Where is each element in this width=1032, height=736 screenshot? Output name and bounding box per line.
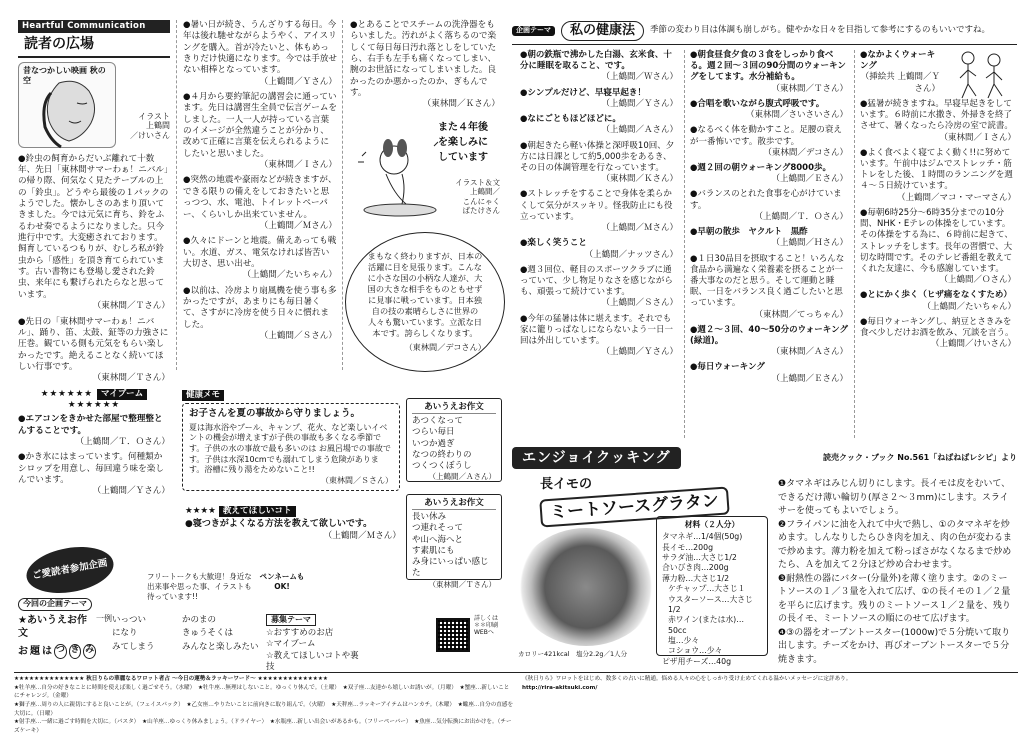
illustration-credit: イラスト 上鶴間 ／けいさん [130,111,170,140]
kikaku-note: フリートークも大歓迎！身近な出来事や思った事、イラストも待っています!! [147,572,252,601]
post: ●突然の地震や豪雨などが続きますが、できる限りの備えをしておきたいと思っつつ、水、電池、トイレットペーパー、くらいしか出来ていません。 （上鶴間／Ｍさん） [183,175,337,231]
health-col-3: ●なかよくウォーキング （挿絵共 上鶴間／Ｙさん） ●猛暑が続きますね。早寝早起きをしています。６時前に水撒き、外掃きを終了させて、暑くなったら冷房の室で読書。 （東林間／Ｉさん） ●よく食べよく寝てよく動く!!に努めています。午前中はジムでストレッチ・筋トレをした後、１時間のランニングを週４～５日続けています。 （上鶴間／マコ・マーマさん） ●毎朝6時25分～6時35分までの10分間、NHK・Eテレの体操をしています。その体操をする為に、６時前に起きて、ストレッチをします。長年の習慣で、大切な時間です。そのテレビ番組を教えてくれた友達に、今も感謝しています。 （上鶴間／Ｏさん） ●とにかく歩く（ヒザ痛をなくすため） （上鶴間／たいちゃん） ●毎日ウォーキングし、納豆とさきみを食べ少しだけお酒を飲み、冗談を言う。 （上鶴間／けいさん） [860,50,1016,350]
health-memo: 健康メモ お子さんを夏の事故から守りましょう。 夏は海水浴やプール、キャンプ、花火、など楽しいイベントの機会が増えますが子供の事故も多くなる季節です。子供の水の事故で最も多いのは お風呂場での事故です。子供は水深10cmでも溺れてしまう危険があります。浴槽に残り湯をためないこと!! （東林間／Ｓさん） [182,390,400,500]
dog-caption: また４年後を楽しみにしています [438,122,488,163]
myboom-post: ●エアコンをきかせた部屋で整理整とんすることです。 （上鶴間／Ｔ．Ｏさん） [18,414,170,447]
health-subtitle: 季節の変わり目は体調も崩しがち。健やかな日々を目指して参考にするのもいいですね。 [650,25,991,36]
section-heading-en: Heartful Communication [18,20,170,33]
qr-code[interactable] [436,618,470,652]
illustration-title: 昔なつかしい映画 秋の空 [23,65,106,86]
aiueo-box-2: あいうえお作文 長い休み つ連れそって や山へ海へと す素肌にも み身にいっぱい感じた （東林間／Ｔさん） [406,494,502,580]
post: ●先日の「東林間サマーわぁ！ニバル」、踊り、笛、太鼓、鉦等の力強さに圧巻。観ている側も元気をもらい楽しかったです。絶えることなく続いてほしい行事です。 （東林間／Ｔさん） [18,316,170,384]
ingredients-box: 材料（２人分） タマネギ…1/4個(50g) 長イモ…200g サラダ油…大さじ1/2 合いびき肉…200g 薄力粉…大さじ1/2 ケチャップ…大さじ１ ウスターソース…大さじ1/2 赤ワイン(または水)…50cc 塩…少々 コショウ…少々 ピザ用チーズ…40g [656,516,768,656]
health-title: 私の健康法 [561,21,644,40]
qr-note: 詳しくは＊＊印刷WEBへ [474,615,499,636]
memo-label: 健康メモ [182,390,224,401]
myboom-header: ★★★★★★ マイブーム ★★★★★★ [18,389,170,412]
gratin-photo [516,528,656,646]
health-col-1: ●朝の鉄瓶で沸かした白湯、玄米食、十分に睡眠を取ること、です。 （上鶴間／Ｗさん） ●シンプルだけど、早寝早起き！ （上鶴間／Ｙさん） ●なにごともほどほどに。 （上鶴間／Ａさん） ●朝起きたら軽い体操と深呼吸10回、夕方には日課として約5,000歩をあるき、その日の体調管理を行なっています。 （東林間／Ｋさん） ●ストレッチをすることで身体を柔らかくして気分がスッキリ。怪我防止にも役立っています。 （上鶴間／Ｍさん） ●楽しく笑うこと （上鶴間／ナッツさん） ●週３回位、軽目のスポーツクラブに通っていて、少し物足りなさを感じながらも、頑張って続けています。 （上鶴間／Ｓさん） ●今年の猛暑は体に堪えます。それでも家に籠りっぱなしにならないよう一日一回は外出しています。 （上鶴間／Ｙさん） [520,50,678,358]
footer-url[interactable]: http://rira-akitsuki.com/ [522,684,598,691]
aiueo-box-1: あいうえお作文 あつくなって つらい毎日 いつか過ぎ なつの終わりの つくつくぼうし （上鶴間／Ａさん） [406,398,502,482]
movie-illustration [18,62,116,148]
kikaku-box: 今回の企画テーマ ★あいうえお作文 お 題 は つ き み 一例 いっつい になり みてしまう かのまの きゅうそくは みんなと楽しみたい 募集テーマ ☆おすすめのお店 ☆マイブーム ☆教えてほしいコトや裏技 [18,599,359,672]
post: ●久々にドーンと地震。備えあっても戦い。水道、ガス、電気なければ皆苦い大切さ、思い出せ。 （上鶴間／たいちゃん） [183,236,337,281]
dog-illustration [352,130,442,220]
oshiete-section: ★★★★ 教えてほしいコト ●寝つきがよくなる方法を教えて欲しいです。 （上鶴間／Ｍさん） [185,506,401,542]
health-col-2: ●朝食昼食夕食の３食をしっかり食べる。週２回～３回の90分間のウォーキングをしてます。水分補給も。 （東林間／Ｔさん） ●合唱を歌いながら腹式呼吸です。 （東林間／さいさいさん） ●なるべく体を動かすこと。足腰の衰えが一番怖いです。散歩です。 （東林間／デコさん） ●週２回の朝ウォーキング8000歩。 （上鶴間／Ｅさん） ●バランスのとれた食事を心がけています。 （上鶴間／Ｔ．Ｏさん） ●早朝の散歩 ヤクルト 黒酢 （上鶴間／Ｈさん） ●１日30品目を摂取すること！いろんな食品から満遍なく栄養素を摂ることが一番大事なのだと思う。そして運動と睡眠、一日をバランス良く過ごしたいと思っています。 （東林間／てっちゃん） ●週２～３回、40～50分のウォーキング(緑道)。 （東林間／Ａさん） ●毎日ウォーキング （上鶴間／Ｅさん） [690,50,848,384]
health-header: 企画テーマ 私の健康法 季節の変わり目は体調も崩しがち。健やかな日々を目指して参考にするのもいいですね。 [512,18,1017,44]
cooking-title: 長イモの ミートソースグラタン [540,476,770,522]
speech-bubble: まもなく終わりますが、日本の活躍に目を見張ります。こんなに小さな国の小柄な人達が、大国の大きな相手をものともせずに見事に戦っています。日本独自の技の素晴らしさに世界の人々も驚いています。立派な日本です。誇らしくなります。 （東林間／デコさん） [345,232,505,372]
post: ●暑い日が続き、うんざりする毎日。今年は後れ馳せながらようやく、アイスリングを購入。首が冷たいと、体もめっきりだけ快適になります。今では手放せない相棒となっています。 （上鶴間／Ｙさん） [183,20,338,87]
cooking-steps: ❶タマネギはみじん切りにします。長イモは皮をむいて、できるだけ薄い輪切り(厚さ２～３mm)にします。スライサーを使ってもよいでしょう。 ❷フライパンに油を入れて中火で熱し、①のタマネギを炒めます。しんなりしたらひき肉を加え、肉の色が変わるまで炒めます。薄力粉を加えて粉っぽさがなくなるまで炒めたら、Ａを加えて２分ほど炒め合わせます。 ❸耐熱性の器にバター(分量外)を薄く塗ります。②のミートソースの１／３量を入れて広げ、①の長イモの１／２量を平らに広げます。残りのミートソース１／２量を、残りの長イモ、ミートソースの順にのせて広げます。 ❹③の器をオーブントースター(1000w)で５分焼いて取り出します。チーズをかけ、再びオーブントースターで５分焼きます。 [778,479,1012,665]
section-heading: 読者の広場 [18,33,170,57]
footer: ★★★★★★★★★★★★★★ 秋日りらの華麗なるワロット者占 ～今日の運勢＆ラッキーワード～ ★★★★★★★★★★★★★★ ★牡羊座…自分の好きなことに時間を使えば楽しく過ごせそう。（水曜） ★牡牛座…無理はしないこと。ゆっくり休んで。（土曜） ★双子座…友達から嬉しいお誘いが。（月曜） ★蟹座…新しいことにチャレンジ。（金曜） ★獅子座…周りの人に親切にすると良いことが。（フェイスパック） ★乙女座…やりたいことに前向きに取り組んで。（火曜） ★天秤座…ラッキーアイテムはハンカチ。（木曜） ★蠍座…自分の直感を大切に。（日曜） ★射手座…一緒に過ごす時間を大切に。（パスタ） ★山羊座…ゆっくり休みましょう。（ドライヤー） ★水瓶座…新しい出会いがあるかも。（フリーペーパー） ★魚座…気分転換にお出かけを。（チーズケーキ） 《秋日りら》ワロットをはじめ、数多くの占いに精通。悩める人々の心をしっかり受け止めてくれる温かいメッセージに定評あり。 http://rira-akitsuki.com/ [14,672,1018,724]
calorie: カロリー421kcal 塩分2.2g／1人分 [518,650,628,658]
post: ●とあることでスチームの洗浄器をもらいました。汚れがよく落ちるので楽しくて毎日毎日汚れ落としをしていたら、右手も左手も痛くなってしまい、腕のお世話になってしまいました。良かったのか悪かったのか、ぎもんです。 （東林間／Ｋさん） [350,20,500,110]
kikaku-ok: ペンネームもOK! [259,572,305,591]
post: ●鈴虫の飼育からだいぶ離れて十数年、先日「東林間サマーわぁ！ニバル」の帰り際、何気なく見たテーブルの上の「鈴虫」。どうやら最後の１パックのようでした。懐かしさのあまり頂いてきました。今では元気に育ち、鈴をふるわせ奏でるようになりました。只今進行中です。大変癒されております。飼育しているつもりが、むしろ私が鈴虫から「感性」を頂き育てられています。古い書物にも登場し愛された鈴虫、来年にも繋げられたらなと思っています。 （東林間／Ｔさん） [18,153,170,312]
post: ●以前は、冷房より扇風機を使う事も多かったですが、あまりにも毎日暑くて、さすがに冷房を使う日々に慣れました。 （上鶴間／Ｓさん） [183,285,337,341]
posts-column-3 [350,20,500,115]
dog-credit: イラスト＆文 上鶴間／ こんにゃく ばたけさん [455,178,500,216]
posts-column-2 [183,20,337,346]
readers-column [18,20,170,502]
myboom-post: ●かき氷にはまっています。何種類かシロップを用意し、毎回違う味を楽しんでいます。 （上鶴間／Ｙさん） [18,452,170,497]
cooking-banner: エンジョイクッキング 読売クック・ブック No.561「ねばねばレシピ」より [512,446,1017,470]
walking-couple-illustration [948,48,1014,108]
kikaku-badge: ご愛読者参加企画 [23,541,117,600]
theme-label: 今回の企画テーマ [18,598,92,611]
post: ●４月から要約筆記の講習会に通っています。先日は講習生全員で伝言ゲームをしました。一人一人が持っている言葉のイメージが全然違うことが分かり、改めて正確に言葉を伝えられるようにしたいと思いました。 （東林間／Ｉさん） [183,92,338,171]
